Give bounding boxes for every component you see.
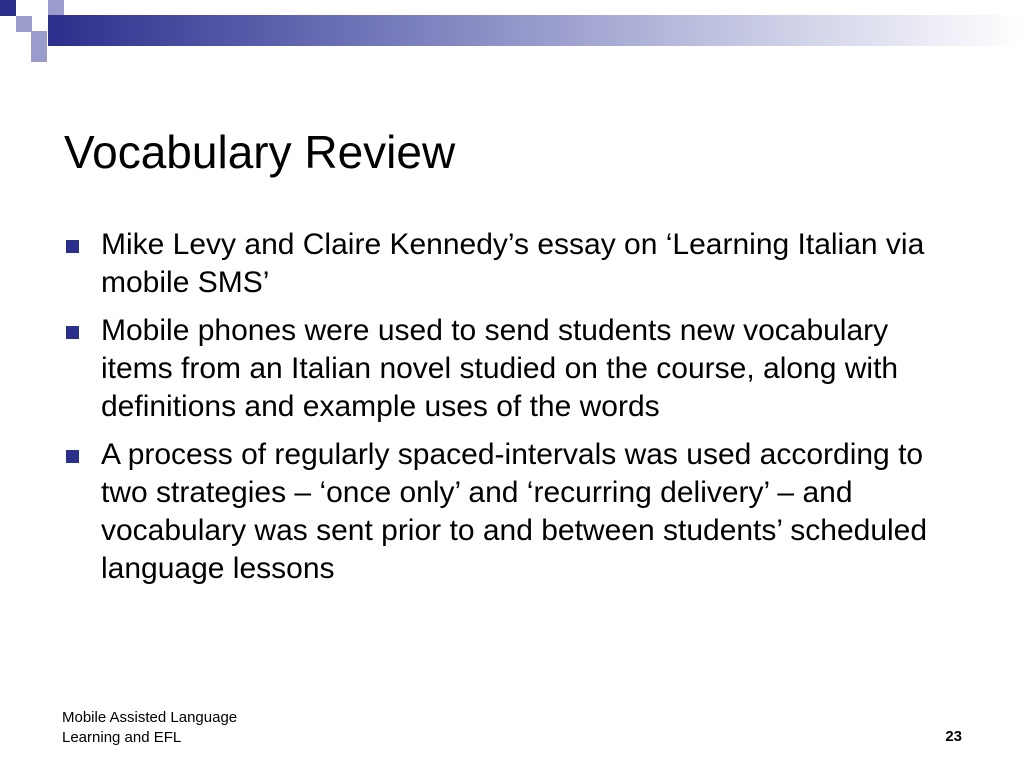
footer-line-2: Learning and EFL — [62, 729, 182, 746]
footer-caption — [62, 708, 237, 748]
decor-square — [31, 31, 47, 46]
bullet-text: A process of regularly spaced-intervals was used according to two strategies – ‘once only’ and ‘recurring delivery’ – and vocabulary was sent prior to and between students’ scheduled language lessons — [101, 438, 928, 585]
bullet-text: Mike Levy and Claire Kennedy’s essay on ‘Learning Italian via mobile SMS’ — [101, 228, 925, 299]
footer-line-1: Mobile Assisted Language — [62, 709, 238, 726]
bullet-item — [66, 226, 966, 302]
bullet-list — [66, 226, 966, 598]
decor-square — [0, 0, 16, 16]
square-bullet-icon — [66, 240, 79, 253]
header-gradient-bar — [48, 15, 1024, 46]
slide-title: Vocabulary Review — [64, 126, 456, 178]
bullet-item — [66, 436, 966, 588]
square-bullet-icon — [66, 450, 79, 463]
page-number: 23 — [945, 728, 962, 745]
decor-square — [16, 16, 32, 32]
square-bullet-icon — [66, 326, 79, 339]
decor-square — [31, 46, 47, 62]
bullet-item — [66, 312, 966, 426]
decor-square — [48, 0, 64, 15]
bullet-text: Mobile phones were used to send students new vocabulary items from an Italian novel studied on the course, along with definitions and example uses of the words — [101, 314, 899, 423]
